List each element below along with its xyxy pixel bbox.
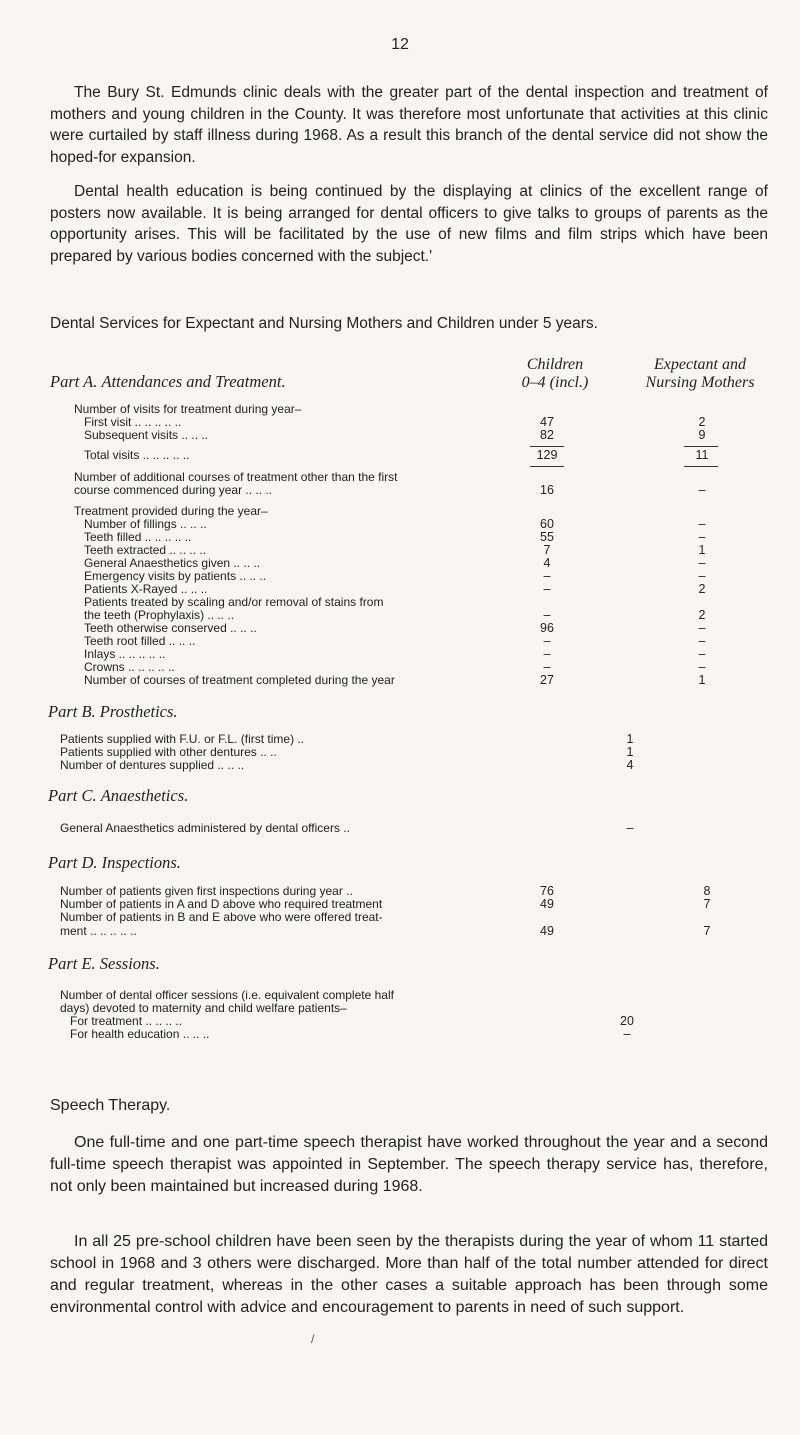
- value-mothers: –: [698, 517, 706, 531]
- table-title: Dental Services for Expectant and Nursing Mothers and Children under 5 years.: [50, 315, 598, 332]
- value-mothers: –: [698, 647, 706, 661]
- value-children: –: [543, 647, 551, 661]
- row-label: ment .. .. .. .. ..: [60, 924, 137, 938]
- part-d-row: [0, 911, 800, 924]
- value: 1: [626, 745, 634, 759]
- page-number: 12: [391, 36, 409, 53]
- part-d-row: [0, 925, 800, 938]
- row-label: Teeth extracted .. .. .. ..: [84, 543, 207, 557]
- subtotal-rule-mothers: [684, 446, 718, 447]
- part-d-title: Inspections.: [101, 853, 181, 872]
- speech-paragraph-2-text: In all 25 pre-school children have been seen by the therapists during the year of whom 11 started school in 1968 and 3 others were discharged. More than half of the total number attended for direct and regular treatment, whereas in the other cases a suitable approach has been through some environmental control with advice and encouragement to parents in need of such support.: [50, 1233, 768, 1316]
- col-head-children: [490, 356, 620, 392]
- row-label: Teeth filled .. .. .. .. ..: [84, 530, 192, 544]
- part-b-prefix: Part B.: [48, 702, 96, 721]
- value-mothers: –: [698, 569, 706, 583]
- row-label: For treatment .. .. .. ..: [70, 1014, 183, 1028]
- value-children: 55: [540, 530, 554, 544]
- row-label: Patients X-Rayed .. .. ..: [84, 582, 208, 596]
- part-c-row: [0, 822, 800, 835]
- value-children: –: [543, 660, 551, 674]
- intro-paragraph-1: [50, 82, 768, 168]
- row-label: Patients supplied with other dentures .. ..: [60, 745, 277, 759]
- row-label: Number of dentures supplied .. .. ..: [60, 758, 245, 772]
- value-children: 60: [540, 517, 554, 531]
- intro-paragraph-2-text: Dental health education is being continued by the displaying at clinics of the excellent range of posters now available. It is being arranged for dental officers to give talks to groups of parents as the opportunity arises. This will be facilitated by the use of new films and film strips which have been prepared by various bodies concerned with the subject.': [50, 183, 768, 265]
- row-label: Treatment provided during the year–: [74, 504, 268, 518]
- speech-paragraph-1-text: One full-time and one part-time speech therapist have worked throughout the year and a second full-time speech therapist was appointed in September. The speech therapy service has, therefore, not only been maintained but increased during 1968.: [50, 1134, 768, 1195]
- value-mothers: –: [698, 634, 706, 648]
- row-label: course commenced during year .. .. ..: [74, 483, 273, 497]
- part-c-heading: [48, 786, 188, 806]
- value: 20: [620, 1014, 634, 1028]
- intro-paragraph-2: [50, 181, 768, 267]
- part-a-prefix: Part A.: [50, 372, 98, 391]
- part-b-heading: [48, 702, 178, 722]
- value-children: 27: [540, 673, 554, 687]
- row-label: Total visits .. .. .. .. ..: [84, 448, 190, 462]
- value-children: 96: [540, 621, 554, 635]
- col-head-mothers: [620, 356, 780, 392]
- row-label: Number of courses of treatment completed during the year: [84, 673, 395, 687]
- row-label: Number of additional courses of treatment other than the first: [74, 470, 398, 484]
- part-e-heading: [48, 954, 160, 974]
- row-label: Teeth root filled .. .. ..: [84, 634, 196, 648]
- part-b-title: Prosthetics.: [99, 702, 178, 721]
- col-head-children-line1: Children: [526, 356, 584, 373]
- value-children: –: [543, 569, 551, 583]
- value-mothers: 1: [698, 543, 706, 557]
- value-children: 16: [540, 483, 554, 497]
- value-mothers: 2: [698, 582, 706, 596]
- part-a-row: [0, 449, 800, 462]
- part-d-prefix: Part D.: [48, 853, 98, 872]
- value: –: [623, 1027, 631, 1041]
- value-children: 4: [543, 556, 551, 570]
- part-a-row: [0, 674, 800, 687]
- speech-therapy-heading: Speech Therapy.: [50, 1097, 171, 1114]
- subtotal-rule-children: [530, 446, 564, 447]
- part-e-row: [0, 1028, 800, 1041]
- value-children: –: [543, 608, 551, 622]
- intro-paragraph-1-text: The Bury St. Edmunds clinic deals with the greater part of the dental inspection and treatment of mothers and young children in the County. It was therefore most unfortunate that activities at this clinic were curtailed by staff illness during 1968. As a result this branch of the dental service did not show the hoped-for expansion.: [50, 84, 768, 166]
- value-mothers: 8: [703, 884, 711, 898]
- speech-paragraph-1: [50, 1132, 768, 1198]
- row-label: Number of visits for treatment during year–: [74, 402, 302, 416]
- value-children: 76: [540, 884, 554, 898]
- total-rule-mothers: [684, 466, 718, 467]
- col-head-mothers-line1: Expectant and: [654, 356, 746, 373]
- row-label: Patients treated by scaling and/or removal of stains from: [84, 595, 384, 609]
- value-children: –: [543, 634, 551, 648]
- row-label: Emergency visits by patients .. .. ..: [84, 569, 267, 583]
- value: 1: [626, 732, 634, 746]
- value-mothers: –: [698, 530, 706, 544]
- value-children: 7: [543, 543, 551, 557]
- row-label: the teeth (Prophylaxis) .. .. ..: [84, 608, 235, 622]
- value-mothers: –: [698, 483, 706, 497]
- value-children: 82: [540, 428, 554, 442]
- speech-paragraph-2: [50, 1231, 768, 1319]
- col-head-mothers-line2: Nursing Mothers: [645, 374, 755, 391]
- row-label: General Anaesthetics administered by dental officers ..: [60, 821, 350, 835]
- row-label: Number of patients in A and D above who required treatment: [60, 897, 383, 911]
- row-label: Crowns .. .. .. .. ..: [84, 660, 175, 674]
- part-b-row: [0, 759, 800, 772]
- row-label: Number of patients in B and E above who were offered treat-: [60, 910, 383, 924]
- part-e-prefix: Part E.: [48, 954, 96, 973]
- part-e-title: Sessions.: [99, 954, 160, 973]
- value-children: 47: [540, 415, 554, 429]
- row-label: Number of dental officer sessions (i.e. equivalent complete half: [60, 988, 394, 1002]
- row-label: Number of patients given first inspections during year ..: [60, 884, 353, 898]
- value-mothers: 7: [703, 897, 711, 911]
- stray-mark: /: [311, 1332, 315, 1346]
- value-mothers: 11: [695, 448, 709, 462]
- value-mothers: 1: [698, 673, 706, 687]
- value-children: 49: [540, 897, 554, 911]
- total-rule-children: [530, 466, 564, 467]
- value-mothers: –: [698, 621, 706, 635]
- value-children: 129: [536, 448, 558, 462]
- value-mothers: 7: [703, 924, 711, 938]
- row-label: Teeth otherwise conserved .. .. ..: [84, 621, 257, 635]
- value-children: 49: [540, 924, 554, 938]
- value-mothers: –: [698, 556, 706, 570]
- row-label: Number of fillings .. .. ..: [84, 517, 207, 531]
- part-a-heading: [50, 372, 286, 392]
- value-mothers: 2: [698, 415, 706, 429]
- value: –: [626, 821, 634, 835]
- row-label: Inlays .. .. .. .. ..: [84, 647, 166, 661]
- value-mothers: 9: [698, 428, 706, 442]
- col-head-children-line2: 0–4 (incl.): [521, 374, 589, 391]
- part-c-title: Anaesthetics.: [100, 786, 189, 805]
- value-children: –: [543, 582, 551, 596]
- row-label: First visit .. .. .. .. ..: [84, 415, 182, 429]
- row-label: For health education .. .. ..: [70, 1027, 210, 1041]
- part-a-row: [0, 484, 800, 497]
- part-d-heading: [48, 853, 181, 873]
- row-label: Subsequent visits .. .. ..: [84, 428, 209, 442]
- row-label: Patients supplied with F.U. or F.L. (first time) ..: [60, 732, 305, 746]
- part-a-title: Attendances and Treatment.: [101, 372, 286, 391]
- value: 4: [626, 758, 634, 772]
- value-mothers: –: [698, 660, 706, 674]
- row-label: days) devoted to maternity and child welfare patients–: [60, 1001, 347, 1015]
- value-mothers: 2: [698, 608, 706, 622]
- part-c-prefix: Part C.: [48, 786, 97, 805]
- row-label: General Anaesthetics given .. .. ..: [84, 556, 261, 570]
- part-a-row: [0, 429, 800, 442]
